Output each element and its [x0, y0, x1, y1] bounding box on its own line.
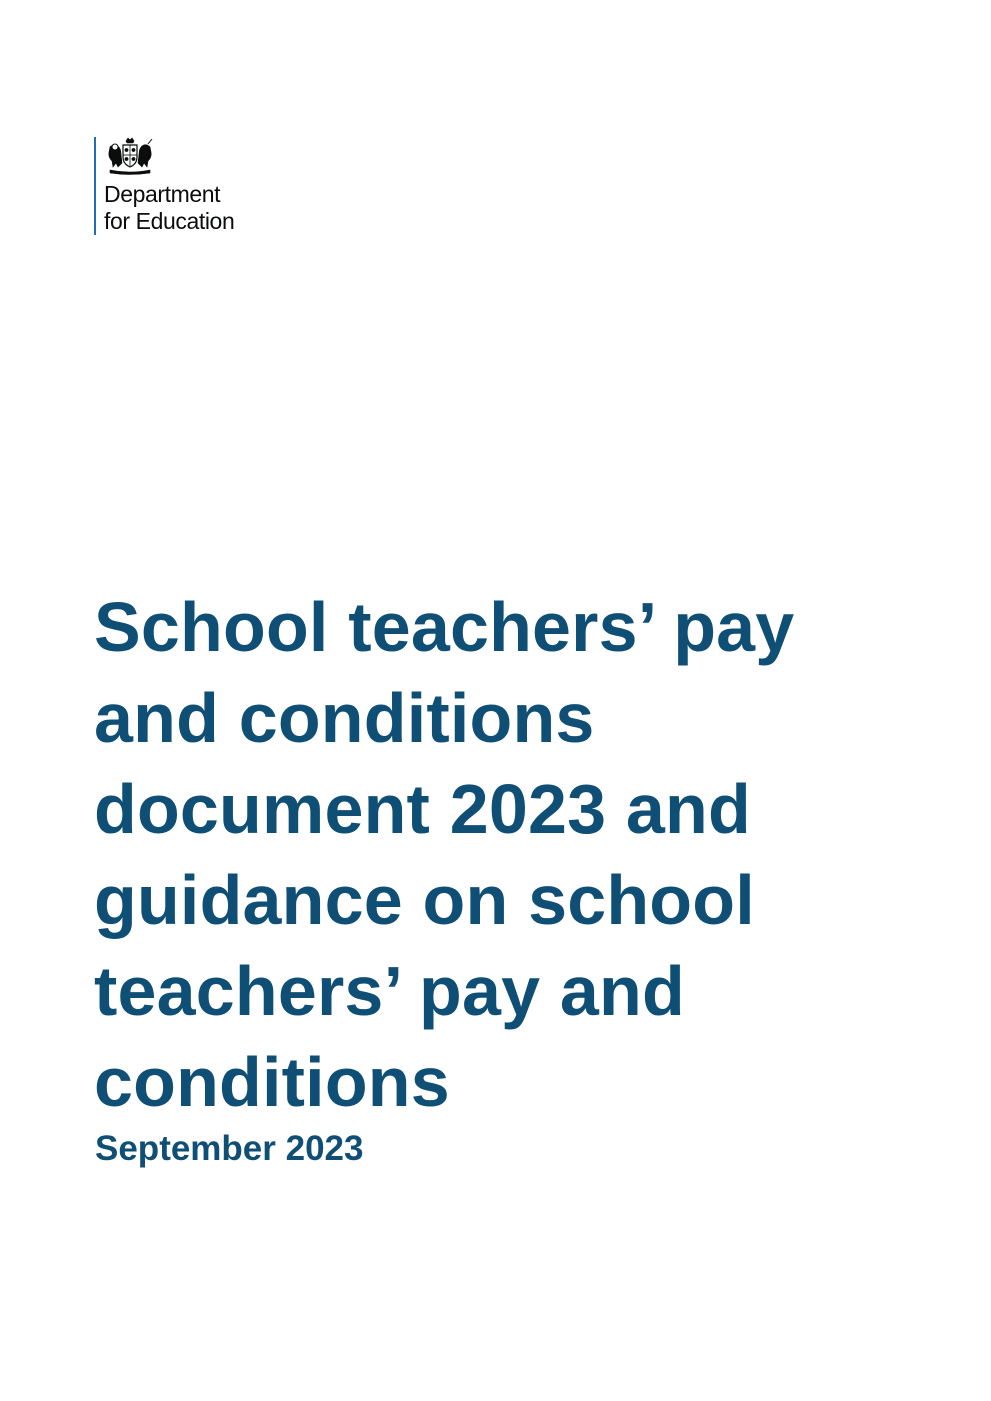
publication-date: September 2023 [95, 1129, 364, 1168]
document-title: School teachers’ pay and conditions document 2023 and guidance on school teachers’ pay and conditions [94, 588, 795, 1121]
royal-coat-of-arms-icon [104, 137, 156, 175]
logo-rule [94, 137, 96, 235]
organisation-name-line1: Department [104, 181, 221, 207]
organisation-name [104, 181, 234, 235]
organisation-name-line2: for Education [104, 208, 235, 234]
logo-body [104, 137, 234, 235]
department-logo [94, 137, 234, 235]
